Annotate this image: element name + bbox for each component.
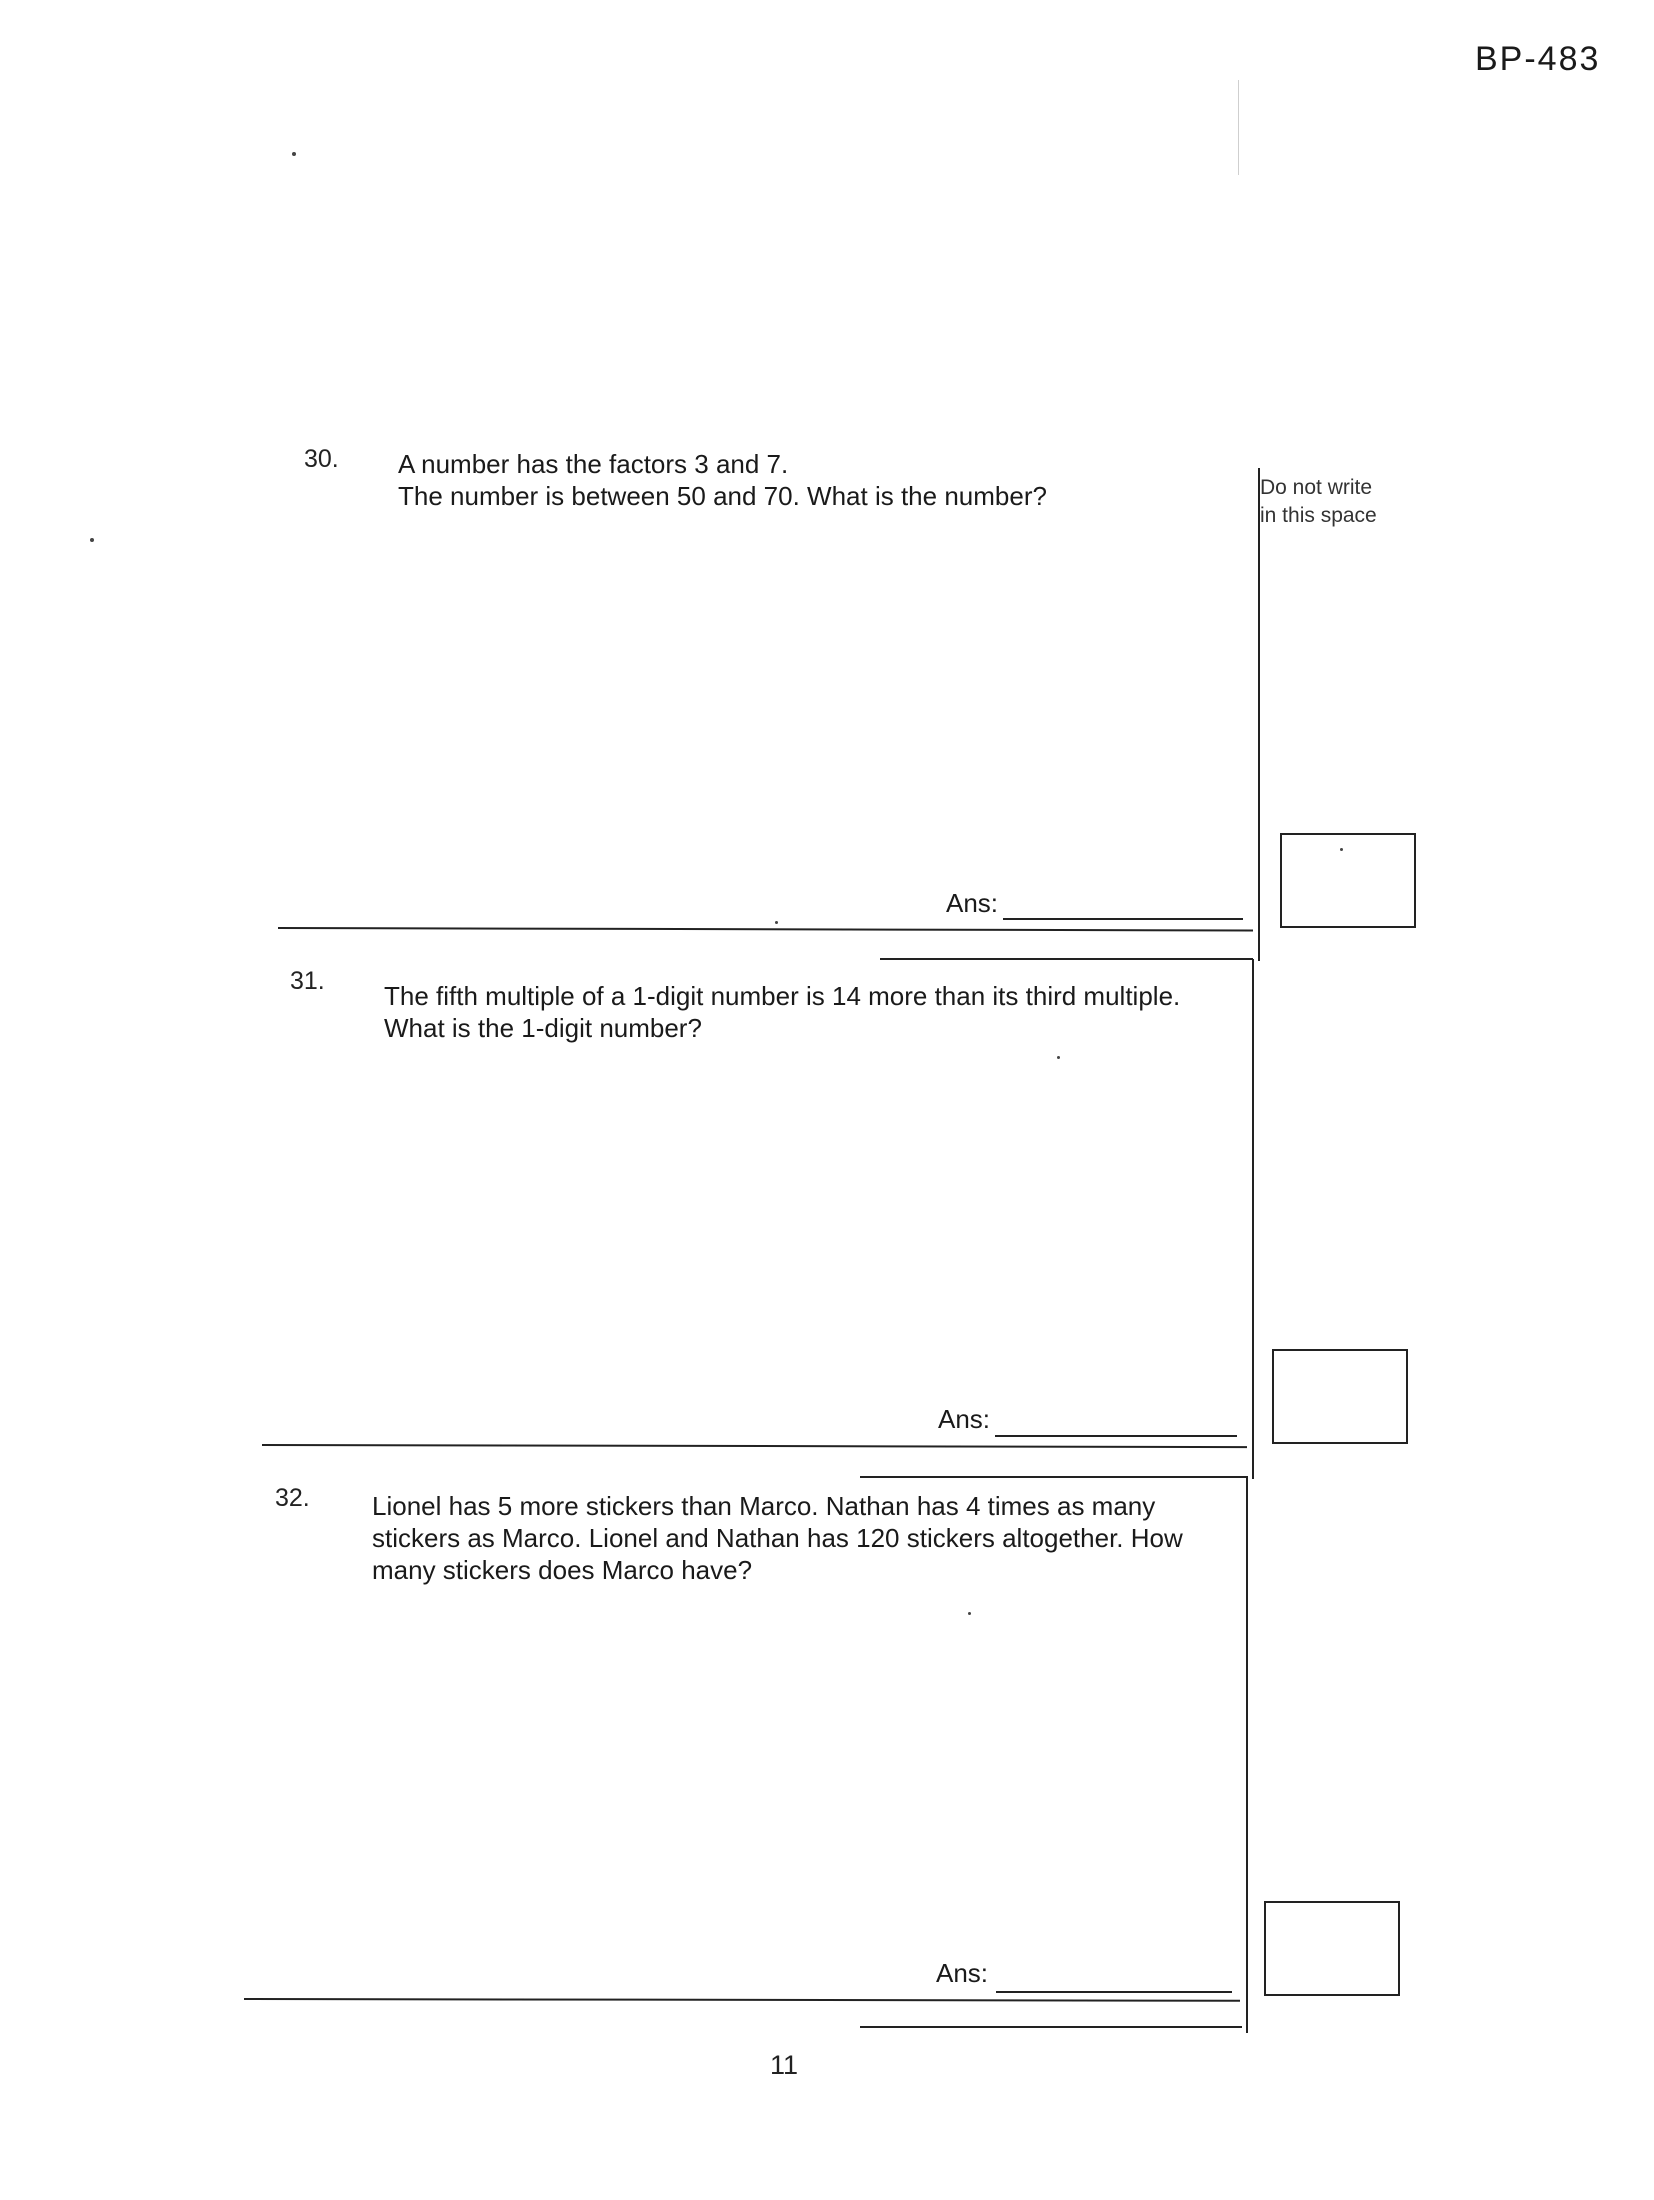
question-number: 31. xyxy=(290,967,325,995)
score-box xyxy=(1280,833,1416,928)
answer-label: Ans: xyxy=(938,1404,991,1434)
margin-divider xyxy=(1252,959,1254,1479)
margin-divider xyxy=(1258,468,1260,961)
question-line: The number is between 50 and 70. What is the number? xyxy=(398,481,1047,511)
question-divider xyxy=(244,1998,1240,2002)
question-divider xyxy=(860,2026,1242,2028)
question-text xyxy=(398,448,1258,512)
answer-input[interactable] xyxy=(996,1991,1232,1993)
question-text xyxy=(372,1490,1232,1586)
scan-speck xyxy=(775,921,778,924)
page-id: BP-483 xyxy=(1475,40,1601,78)
score-box xyxy=(1264,1901,1400,1996)
question-number: 32. xyxy=(275,1484,310,1512)
question-divider xyxy=(860,1476,1248,1478)
question-line: stickers as Marco. Lionel and Nathan has 120 stickers altogether. How xyxy=(372,1523,1183,1553)
question-line: many stickers does Marco have? xyxy=(372,1555,753,1585)
question-number: 30. xyxy=(304,445,339,473)
question-line: Lionel has 5 more stickers than Marco. Nathan has 4 times as many xyxy=(372,1491,1156,1521)
scan-speck xyxy=(90,538,94,542)
answer-input[interactable] xyxy=(995,1435,1237,1437)
question-divider xyxy=(278,927,1253,932)
question-divider xyxy=(880,958,1253,960)
scan-speck xyxy=(1057,1056,1060,1059)
answer-label: Ans: xyxy=(946,888,999,918)
scan-speck xyxy=(292,152,296,156)
margin-note-line: Do not write xyxy=(1260,476,1373,499)
answer-input[interactable] xyxy=(1003,918,1243,920)
margin-note xyxy=(1260,474,1377,530)
score-box xyxy=(1272,1349,1408,1444)
scan-speck xyxy=(968,1612,971,1615)
page-number: 11 xyxy=(770,2050,799,2080)
scan-artifact-line xyxy=(1238,80,1239,175)
question-line: What is the 1-digit number? xyxy=(384,1013,702,1043)
margin-divider xyxy=(1246,1477,1248,2033)
question-line: The fifth multiple of a 1-digit number is 14 more than its third multiple. xyxy=(384,981,1181,1011)
answer-label: Ans: xyxy=(936,1958,989,1988)
question-text xyxy=(384,980,1244,1044)
question-line: A number has the factors 3 and 7. xyxy=(398,449,789,479)
question-divider xyxy=(262,1444,1247,1448)
margin-note-line: in this space xyxy=(1260,504,1377,527)
